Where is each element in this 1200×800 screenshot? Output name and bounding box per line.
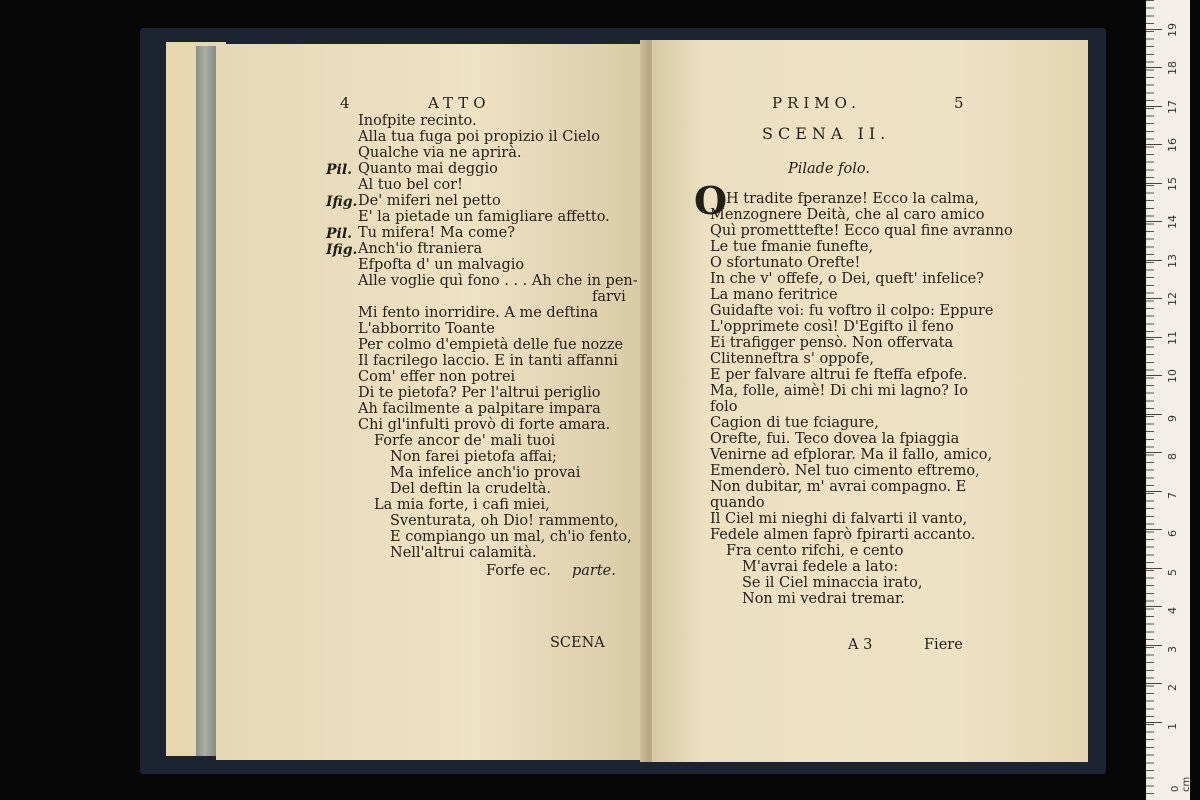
verse-line: Per colmo d'empietà delle fue nozze xyxy=(358,337,624,353)
ruler-major-tick xyxy=(1146,491,1162,492)
ruler-number: 5 xyxy=(1166,568,1179,576)
ruler-major-tick xyxy=(1146,29,1162,30)
speaker-label: Pil. xyxy=(326,162,353,178)
right-page xyxy=(652,40,1088,762)
verse-line: L'abborrito Toante xyxy=(358,321,495,337)
ruler-major-tick xyxy=(1146,414,1162,415)
da-capo-mark: Forfe ec. xyxy=(486,563,551,579)
verse-line: L'opprimete così! D'Egifto il feno xyxy=(710,319,954,335)
catchword: SCENA xyxy=(550,635,605,651)
aria-line: E compiango un mal, ch'io fento, xyxy=(390,529,632,545)
verse-line: Efpofta d' un malvagio xyxy=(358,257,525,273)
aria-line: La mia forte, i cafi miei, xyxy=(374,497,550,513)
ruler-major-tick xyxy=(1146,298,1162,299)
verse-line: Inofpite recinto. xyxy=(358,113,477,129)
verse-line: O sfortunato Orefte! xyxy=(710,255,861,271)
speaker-label: Pil. xyxy=(326,226,353,242)
ruler-number: 14 xyxy=(1166,215,1179,229)
aria-line: Del deftin la crudeltà. xyxy=(390,481,551,497)
ruler-number: 13 xyxy=(1166,253,1179,268)
speaker-label: Ifig. xyxy=(326,242,358,258)
verse-line: E per falvare altrui fe fteffa efpofe. xyxy=(710,367,968,383)
ruler-number: 3 xyxy=(1166,645,1179,653)
ruler-number: 4 xyxy=(1166,607,1179,614)
catchword: Fiere xyxy=(924,637,963,653)
verse-line: H tradite fperanze! Ecco la calma, xyxy=(726,191,979,207)
ruler-number: 8 xyxy=(1166,453,1179,460)
ruler-major-tick xyxy=(1146,683,1162,684)
ruler-major-tick xyxy=(1146,452,1162,453)
verse-line: De' miferi nel petto xyxy=(358,193,501,209)
scene-title: SCENA II. xyxy=(762,124,891,143)
verse-line: Ma, folle, aimè! Di chi mi lagno? Io xyxy=(710,383,968,399)
right-running-head: PRIMO. xyxy=(772,94,861,112)
ruler-number: 18 xyxy=(1166,61,1179,75)
verse-line: Guidafte voi: fu voftro il colpo: Eppure xyxy=(710,303,994,319)
verse-line: La mano feritrice xyxy=(710,287,838,303)
verse-line: Quì prometttefte! Ecco qual fine avranno xyxy=(710,223,1013,239)
ruler-major-tick xyxy=(1146,106,1162,107)
speaker-label: Ifig. xyxy=(326,194,358,210)
ruler-major-tick xyxy=(1146,183,1162,184)
verse-line: Il Ciel mi nieghi di falvarti il vanto, xyxy=(710,511,968,527)
ruler-number: 19 xyxy=(1166,22,1179,37)
right-page-number: 5 xyxy=(954,94,969,112)
verse-line: Anch'io ftraniera xyxy=(358,241,483,257)
ruler-major-tick xyxy=(1146,337,1162,338)
ruler-number: 10 xyxy=(1166,369,1179,383)
verse-line: Il facrilego laccio. E in tanti affanni xyxy=(358,353,618,369)
ruler-major-tick xyxy=(1146,568,1162,569)
ruler-unit-label: 0 cm xyxy=(1170,776,1192,792)
verse-line: Clitenneftra s' oppofe, xyxy=(710,351,875,367)
verse-line: Menzognere Deità, che al caro amico xyxy=(710,207,985,223)
ruler-major-tick xyxy=(1146,67,1162,68)
scene-subtitle: Pilade folo. xyxy=(788,161,870,177)
ruler-number: 11 xyxy=(1166,330,1179,345)
aria-line: Sventurata, oh Dio! rammento, xyxy=(390,513,619,529)
ruler-number: 17 xyxy=(1166,99,1179,114)
left-page xyxy=(216,44,646,760)
verse-line: Tu mifera! Ma come? xyxy=(358,225,516,241)
verse-line: In che v' offefe, o Dei, queft' infelice? xyxy=(710,271,984,287)
ruler-number: 1 xyxy=(1166,722,1179,730)
verse-line: Al tuo bel cor! xyxy=(358,177,463,193)
verse-line: E' la pietade un famigliare affetto. xyxy=(358,209,610,225)
ruler-major-tick xyxy=(1146,645,1162,646)
aria-line: M'avrai fedele a lato: xyxy=(742,559,899,575)
aria-line: Ma infelice anch'io provai xyxy=(390,465,581,481)
left-page-number: 4 xyxy=(340,94,355,112)
ruler-major-tick xyxy=(1146,529,1162,530)
verse-line: Emenderò. Nel tuo cimento eftremo, xyxy=(710,463,980,479)
verse-line: Non dubitar, m' avrai compagno. E xyxy=(710,479,967,495)
ruler-major-tick xyxy=(1146,722,1162,723)
ruler-number: 12 xyxy=(1166,292,1179,306)
verse-line: quando xyxy=(710,495,765,511)
left-running-head: ATTO xyxy=(428,94,491,112)
verse-line: Com' effer non potrei xyxy=(358,369,516,385)
ruler-number: 9 xyxy=(1166,414,1179,422)
verse-line: folo xyxy=(710,399,738,415)
verse-line: Fedele almen faprò fpirarti accanto. xyxy=(710,527,976,543)
verse-line: Le tue fmanie funefte, xyxy=(710,239,874,255)
ruler-major-tick xyxy=(1146,144,1162,145)
verse-line: Ei trafigger pensò. Non offervata xyxy=(710,335,954,351)
ruler-major-tick xyxy=(1146,260,1162,261)
verse-line: Orefte, fui. Teco dovea la fpiaggia xyxy=(710,431,960,447)
verse-line: Venirne ad efplorar. Ma il fallo, amico, xyxy=(710,447,993,463)
page-edges xyxy=(196,46,218,756)
ruler-number: 2 xyxy=(1166,684,1179,691)
verse-line: Cagion di tue fciagure, xyxy=(710,415,879,431)
verse-line: farvi xyxy=(592,289,626,305)
verse-line: Di te pietofa? Per l'altrui periglio xyxy=(358,385,601,401)
aria-line: Forfe ancor de' mali tuoi xyxy=(374,433,556,449)
drop-cap: O xyxy=(694,178,728,223)
ruler-number: 15 xyxy=(1166,176,1179,191)
exit-direction: parte. xyxy=(572,563,616,579)
ruler-number: 7 xyxy=(1166,491,1179,499)
ruler-major-tick xyxy=(1146,375,1162,376)
verse-line: Quanto mai deggio xyxy=(358,161,498,177)
ruler-major-tick xyxy=(1146,606,1162,607)
measuring-ruler xyxy=(1146,0,1190,800)
ruler-number: 16 xyxy=(1166,138,1179,152)
aria-line: Non farei pietofa affai; xyxy=(390,449,557,465)
verse-line: Chi gl'infulti provò di forte amara. xyxy=(358,417,611,433)
verse-line: Qualche via ne aprirà. xyxy=(358,145,522,161)
verse-line: Ah facilmente a palpitare impara xyxy=(358,401,601,417)
aria-line: Fra cento rifchi, e cento xyxy=(726,543,904,559)
ruler-number: 6 xyxy=(1166,530,1179,537)
aria-line: Non mi vedrai tremar. xyxy=(742,591,905,607)
verse-line: Alle voglie quì fono . . . Ah che in pen- xyxy=(358,273,638,289)
signature-mark: A 3 xyxy=(848,637,873,653)
aria-line: Se il Ciel minaccia irato, xyxy=(742,575,923,591)
verse-line: Mi fento inorridire. A me deftina xyxy=(358,305,599,321)
aria-line: Nell'altrui calamità. xyxy=(390,545,537,561)
verse-line: Alla tua fuga poi propizio il Cielo xyxy=(358,129,600,145)
ruler-major-tick xyxy=(1146,221,1162,222)
